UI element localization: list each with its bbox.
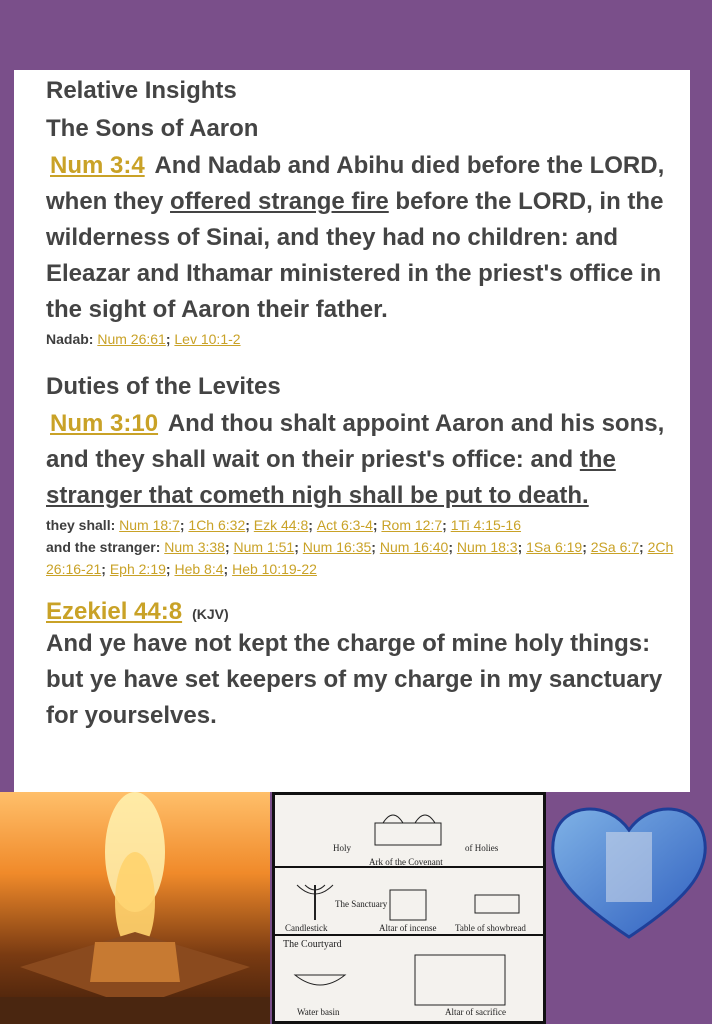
scripture-card (14, 70, 690, 792)
verse-ref-link[interactable]: Ezekiel 44:8 (46, 598, 183, 625)
verse-ref-link[interactable]: Num 3:4 (50, 152, 145, 179)
version-label: (KJV) (192, 606, 229, 622)
cross-reference-link[interactable]: Num 16:35 (302, 539, 372, 555)
cross-reference-link[interactable]: Num 18:7 (119, 517, 180, 533)
diagram-label: Water basin (297, 1007, 340, 1017)
cross-reference-link[interactable]: Heb 8:4 (174, 561, 224, 577)
cross-reference-link[interactable]: 1Ch 6:32 (188, 517, 246, 533)
cross-reference-link[interactable]: Heb 10:19-22 (232, 561, 317, 577)
ezekiel-heading (46, 598, 676, 626)
cross-references-nadab: Nadab: Num 26:61; Lev 10:1-2 (46, 331, 241, 347)
tabernacle-illustration (275, 795, 543, 1021)
cross-reference-link[interactable]: Num 18:3 (456, 539, 518, 555)
verse-ezekiel-44-8: And ye have not kept the charge of mine holy things: but ye have set keepers of my charge in my sanctuary for yourselves. (46, 630, 663, 729)
underlined-phrase: offered strange fire (170, 188, 389, 215)
verse-num-3-4: Num 3:4 And Nadab and Abihu died before the LORD, when they offered strange fire before the LORD, in the wilderness of Sinai, and they had no children: and Eleazar and Ithamar ministered in the priest's office in the sight of Aaron their father. (46, 152, 665, 323)
cross-references-stranger: and the stranger: Num 3:38; Num 1:51; Num 16:35; Num 16:40; Num 18:3; 1Sa 6:19; 2Sa 6:7; 2Ch 26:16-21; Eph 2:19; Heb 8:4; Heb 10:19-22 (46, 539, 674, 577)
diagram-label: Candlestick (285, 923, 328, 933)
page-title: Relative Insights (46, 77, 237, 104)
diagram-label: Holy (333, 843, 351, 853)
diagram-label: Ark of the Covenant (369, 857, 443, 867)
cross-reference-link[interactable]: Num 3:38 (164, 539, 225, 555)
diagram-label: Table of showbread (455, 923, 526, 933)
cross-reference-link[interactable]: Act 6:3-4 (316, 517, 373, 533)
diagram-label: The Sanctuary (335, 899, 388, 909)
cross-reference-link[interactable]: Lev 10:1-2 (174, 331, 241, 347)
diagram-label: The Courtyard (283, 939, 342, 950)
section-heading-sons-of-aaron: The Sons of Aaron (46, 115, 259, 142)
cross-reference-link[interactable]: Rom 12:7 (381, 517, 443, 533)
section-heading-duties-of-levites: Duties of the Levites (46, 373, 281, 400)
cross-reference-link[interactable]: 2Sa 6:7 (590, 539, 640, 555)
cross-reference-link[interactable]: 2Ch 26:16-21 (46, 539, 674, 577)
underlined-phrase: the stranger that cometh nigh shall be put to death. (46, 446, 616, 509)
cross-reference-link[interactable]: 1Sa 6:19 (526, 539, 583, 555)
diagram-label: Altar of incense (379, 923, 437, 933)
tabernacle-diagram (272, 792, 546, 1024)
fire-illustration (0, 792, 270, 1024)
diagram-label: of Holies (465, 843, 499, 853)
diagram-label: Altar of sacrifice (445, 1007, 506, 1017)
altar-fire-image (0, 792, 270, 1024)
cross-references-they-shall: they shall: Num 18:7; 1Ch 6:32; Ezk 44:8; Act 6:3-4; Rom 12:7; 1Ti 4:15-16 (46, 517, 522, 533)
cross-reference-link[interactable]: Ezk 44:8 (253, 517, 309, 533)
cross-reference-link[interactable]: Eph 2:19 (109, 561, 166, 577)
cross-reference-link[interactable]: Num 16:40 (379, 539, 449, 555)
heart-icon (546, 792, 712, 1024)
verse-ref-link[interactable]: Num 3:10 (50, 410, 159, 437)
verse-num-3-10: Num 3:10 And thou shalt appoint Aaron and his sons, and they shall wait on their priest's office: and the stranger that cometh nigh shall be put to death. (46, 410, 665, 509)
cross-reference-link[interactable]: 1Ti 4:15-16 (450, 517, 522, 533)
cross-reference-link[interactable]: Num 26:61 (97, 331, 166, 347)
cross-reference-link[interactable]: Num 1:51 (233, 539, 295, 555)
heart-image (546, 792, 712, 1024)
